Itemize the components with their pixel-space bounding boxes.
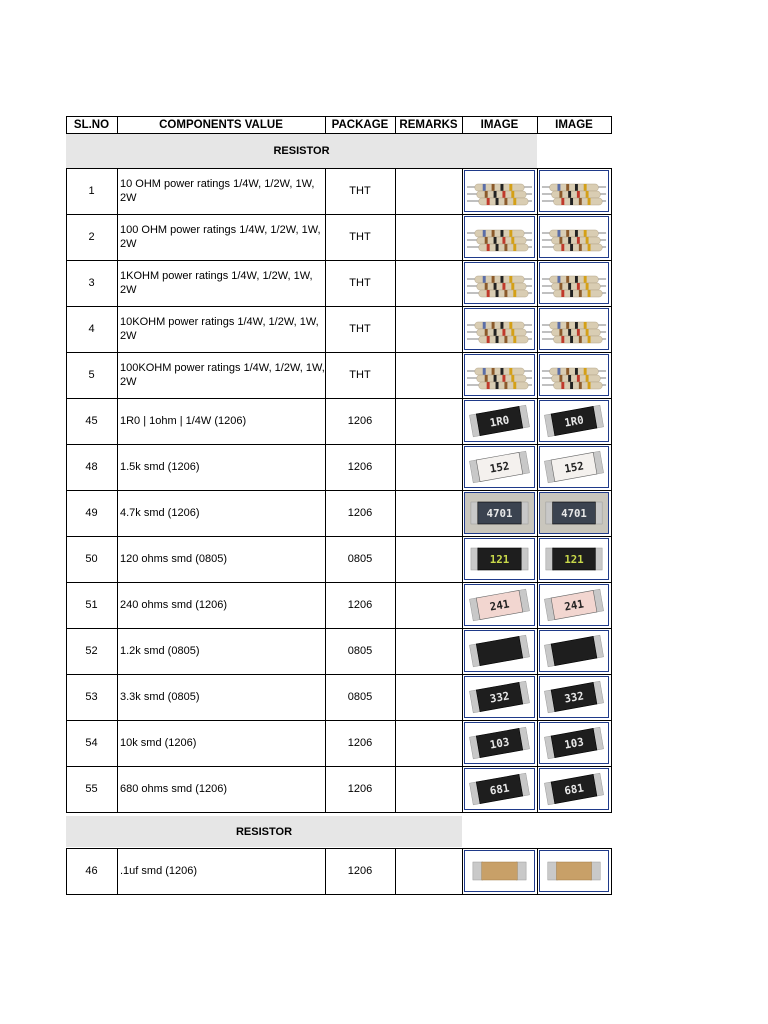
smd-capacitor-image: [540, 851, 608, 891]
remarks-cell: [395, 490, 462, 536]
component-value-cell: 680 ohms smd (1206): [120, 783, 227, 795]
sl-no-cell: 45: [85, 415, 98, 427]
component-image-2: [539, 216, 609, 258]
sl-no-cell: 46: [85, 865, 98, 877]
grid-line: [66, 168, 67, 813]
svg-text:152: 152: [488, 459, 511, 476]
grid-line: [66, 133, 612, 134]
component-image-1: [464, 446, 535, 488]
package-cell: THT: [349, 185, 371, 197]
component-image-2: [539, 722, 609, 764]
component-image-1: [464, 216, 535, 258]
svg-text:241: 241: [488, 597, 511, 614]
svg-text:121: 121: [564, 552, 584, 567]
smd-332-image: [540, 677, 608, 717]
header-image-1: IMAGE: [480, 118, 519, 131]
component-value-cell: 100KOHM power ratings 1/4W, 1/2W, 1W, 2W: [120, 362, 325, 388]
remarks-cell: [395, 444, 462, 490]
remarks-cell: [395, 352, 462, 398]
svg-text:681: 681: [563, 781, 585, 798]
component-image-1: [464, 768, 535, 810]
grid-line: [462, 168, 463, 813]
component-value-cell: 240 ohms smd (1206): [120, 599, 227, 611]
smd-241-image: [465, 585, 534, 625]
component-image-2: [539, 676, 609, 718]
grid-line: [66, 116, 612, 117]
grid-line: [395, 116, 396, 134]
grid-line: [66, 674, 612, 675]
grid-line: [325, 168, 326, 813]
component-image-1: [464, 262, 535, 304]
package-cell: 1206: [347, 783, 373, 795]
grid-line: [66, 848, 612, 849]
grid-line: [117, 116, 118, 134]
smd-1R0-image: [540, 401, 608, 441]
grid-line: [66, 766, 612, 767]
component-value-cell: 1R0 | 1ohm | 1/4W (1206): [120, 415, 247, 427]
grid-line: [66, 352, 612, 353]
grid-line: [395, 168, 396, 813]
header-remarks: REMARKS: [399, 118, 458, 131]
component-value-cell: .1uf smd (1206): [120, 865, 198, 877]
smd-152-image: [465, 447, 534, 487]
svg-text:4701: 4701: [486, 506, 513, 521]
component-image-2: [539, 170, 609, 212]
svg-text:103: 103: [563, 735, 585, 752]
package-cell: 0805: [347, 645, 373, 657]
component-image-2: [539, 354, 609, 396]
component-image-2: [539, 262, 609, 304]
smd-103-image: [465, 723, 534, 763]
sl-no-cell: 5: [88, 369, 95, 381]
package-cell: THT: [349, 231, 371, 243]
component-image-1: [464, 630, 535, 672]
component-image-1: [464, 584, 535, 626]
header-image-2: IMAGE: [555, 118, 593, 131]
sl-no-cell: 53: [85, 691, 98, 703]
grid-line: [66, 628, 612, 629]
grid-line: [611, 168, 612, 813]
remarks-cell: [395, 306, 462, 352]
package-cell: THT: [349, 323, 371, 335]
grid-line: [66, 444, 612, 445]
svg-text:332: 332: [563, 689, 585, 706]
component-value-cell: 10 OHM power ratings 1/4W, 1/2W, 1W, 2W: [120, 178, 315, 204]
package-cell: 1206: [347, 415, 373, 427]
component-image-1: [464, 492, 535, 534]
grid-line: [325, 116, 326, 134]
sl-no-cell: 54: [85, 737, 98, 749]
grid-line: [66, 720, 612, 721]
sl-no-cell: 52: [85, 645, 98, 657]
remarks-cell: [395, 848, 462, 894]
sl-no-cell: 51: [85, 599, 98, 611]
remarks-cell: [395, 720, 462, 766]
grid-line: [66, 168, 612, 169]
grid-line: [611, 848, 612, 895]
component-image-2: [539, 308, 609, 350]
component-image-2: [539, 446, 609, 488]
component-image-1: [464, 354, 535, 396]
svg-text:681: 681: [488, 781, 511, 798]
grid-line: [66, 848, 67, 895]
grid-line: [66, 260, 612, 261]
header-package: PACKAGE: [331, 118, 389, 131]
component-value-cell: 10k smd (1206): [120, 737, 197, 749]
smd-332-image: [465, 677, 534, 717]
package-cell: 0805: [347, 553, 373, 565]
svg-text:121: 121: [489, 552, 510, 567]
section-title-resistor-2: RESISTOR: [66, 816, 462, 847]
smd-4701-image: [465, 493, 534, 533]
component-image-1: [464, 722, 535, 764]
sl-no-cell: 4: [88, 323, 95, 335]
smd-681-image: [465, 769, 534, 809]
grid-line: [66, 306, 612, 307]
smd-241-image: [540, 585, 608, 625]
sl-no-cell: 50: [85, 553, 98, 565]
sl-no-cell: 2: [88, 231, 95, 243]
grid-line: [537, 848, 538, 895]
component-image-1: [464, 170, 535, 212]
component-value-cell: 4.7k smd (1206): [120, 507, 200, 519]
grid-line: [66, 582, 612, 583]
smd-681-image: [540, 769, 608, 809]
smd-121-image: [465, 539, 534, 579]
smd-4701-image: [540, 493, 608, 533]
axial-resistors-image: [540, 309, 608, 349]
svg-text:152: 152: [563, 459, 585, 476]
svg-text:4701: 4701: [561, 506, 587, 521]
component-value-cell: 100 OHM power ratings 1/4W, 1/2W, 1W, 2W: [120, 224, 321, 250]
package-cell: THT: [349, 369, 371, 381]
sl-no-cell: 1: [88, 185, 95, 197]
remarks-cell: [395, 398, 462, 444]
component-value-cell: 10KOHM power ratings 1/4W, 1/2W, 1W, 2W: [120, 316, 319, 342]
header-sl-no: SL.NO: [73, 118, 110, 131]
remarks-cell: [395, 536, 462, 582]
axial-resistors-image: [540, 263, 608, 303]
smd-152-image: [540, 447, 608, 487]
smd-blank-image: [465, 631, 534, 671]
axial-resistors-image: [465, 171, 534, 211]
section-title-resistor: RESISTOR: [66, 134, 537, 168]
remarks-cell: [395, 168, 462, 214]
package-cell: 1206: [347, 737, 373, 749]
svg-text:332: 332: [488, 689, 511, 706]
smd-121-image: [540, 539, 608, 579]
svg-text:1R0: 1R0: [488, 413, 511, 430]
grid-line: [117, 848, 118, 895]
grid-line: [66, 116, 67, 134]
axial-resistors-image: [540, 171, 608, 211]
component-value-cell: 1.5k smd (1206): [120, 461, 200, 473]
grid-line: [66, 398, 612, 399]
svg-text:103: 103: [488, 735, 511, 752]
axial-resistors-image: [540, 355, 608, 395]
sl-no-cell: 48: [85, 461, 98, 473]
grid-line: [66, 490, 612, 491]
remarks-cell: [395, 766, 462, 812]
component-image-1: [464, 538, 535, 580]
component-image-1: [464, 400, 535, 442]
component-image-1: [464, 676, 535, 718]
package-cell: 0805: [347, 691, 373, 703]
remarks-cell: [395, 214, 462, 260]
package-cell: 1206: [347, 865, 373, 877]
remarks-cell: [395, 628, 462, 674]
svg-text:1R0: 1R0: [563, 413, 585, 430]
sl-no-cell: 55: [85, 783, 98, 795]
package-cell: THT: [349, 277, 371, 289]
smd-blank-image: [540, 631, 608, 671]
grid-line: [611, 116, 612, 134]
component-image-1: [464, 850, 535, 892]
svg-text:241: 241: [563, 597, 585, 614]
grid-line: [462, 116, 463, 134]
remarks-cell: [395, 674, 462, 720]
component-image-2: [539, 850, 609, 892]
remarks-cell: [395, 260, 462, 306]
component-value-cell: 120 ohms smd (0805): [120, 553, 227, 565]
axial-resistors-image: [465, 217, 534, 257]
grid-line: [462, 848, 463, 895]
grid-line: [66, 536, 612, 537]
component-value-cell: 3.3k smd (0805): [120, 691, 200, 703]
package-cell: 1206: [347, 599, 373, 611]
axial-resistors-image: [465, 309, 534, 349]
package-cell: 1206: [347, 507, 373, 519]
grid-line: [117, 168, 118, 813]
grid-line: [395, 848, 396, 895]
grid-line: [66, 812, 612, 813]
component-image-2: [539, 768, 609, 810]
component-image-2: [539, 538, 609, 580]
grid-line: [66, 894, 612, 895]
axial-resistors-image: [540, 217, 608, 257]
component-image-2: [539, 492, 609, 534]
axial-resistors-image: [465, 263, 534, 303]
component-image-2: [539, 584, 609, 626]
component-image-2: [539, 400, 609, 442]
package-cell: 1206: [347, 461, 373, 473]
component-image-2: [539, 630, 609, 672]
component-image-1: [464, 308, 535, 350]
axial-resistors-image: [465, 355, 534, 395]
grid-line: [325, 848, 326, 895]
smd-1R0-image: [465, 401, 534, 441]
remarks-cell: [395, 582, 462, 628]
component-value-cell: 1KOHM power ratings 1/4W, 1/2W, 1W, 2W: [120, 270, 313, 296]
sl-no-cell: 3: [88, 277, 95, 289]
smd-capacitor-image: [465, 851, 534, 891]
grid-line: [537, 116, 538, 134]
smd-103-image: [540, 723, 608, 763]
header-components-value: COMPONENTS VALUE: [159, 118, 283, 131]
sl-no-cell: 49: [85, 507, 98, 519]
component-value-cell: 1.2k smd (0805): [120, 645, 200, 657]
grid-line: [537, 168, 538, 813]
grid-line: [66, 214, 612, 215]
